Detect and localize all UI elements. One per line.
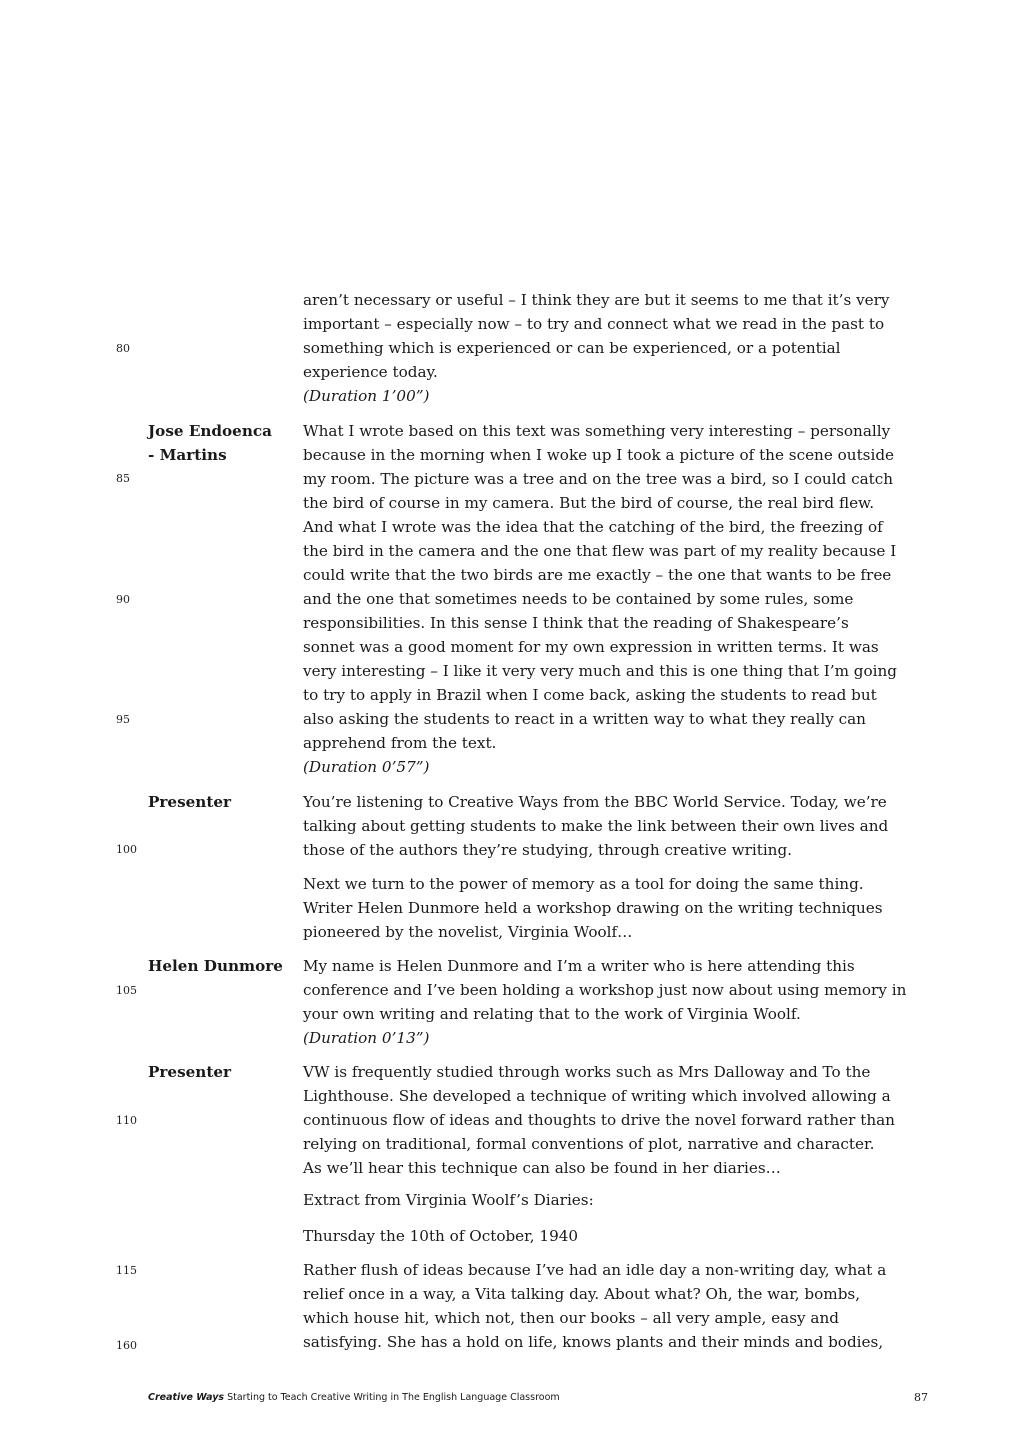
speaker-name: Presenter	[148, 1063, 232, 1081]
text-line: very interesting – I like it very very much and this is one thing that I’m going	[303, 662, 898, 680]
text-line: something which is experienced or can be experienced, or a potential	[303, 339, 841, 357]
text-line: to try to apply in Brazil when I come back, asking the students to read but	[303, 686, 877, 704]
text-line: Lighthouse. She developed a technique of writing which involved allowing a	[303, 1087, 891, 1105]
text-line: experience today.	[303, 363, 438, 381]
text-line: What I wrote based on this text was something very interesting – personally	[303, 422, 891, 440]
line-number: 105	[116, 984, 137, 997]
text-line: responsibilities. In this sense I think that the reading of Shakespeare’s	[303, 614, 849, 632]
extract-title: Extract from Virginia Woolf’s Diaries:	[303, 1191, 594, 1209]
text-line: talking about getting students to make the link between their own lives and	[303, 817, 889, 835]
text-line: those of the authors they’re studying, through creative writing.	[303, 841, 793, 859]
text-line: Writer Helen Dunmore held a workshop drawing on the writing techniques	[303, 899, 883, 917]
extract-paragraph	[303, 1258, 943, 1354]
line-number: 110	[116, 1114, 137, 1127]
text-line: pioneered by the novelist, Virginia Woolf…	[303, 923, 633, 941]
text-line: And what I wrote was the idea that the catching of the bird, the freezing of	[303, 518, 883, 536]
text-line: sonnet was a good moment for my own expression in written terms. It was	[303, 638, 879, 656]
footer-brand: Creative Ways	[148, 1392, 225, 1403]
line-number: 85	[116, 472, 130, 485]
duration-note: (Duration 1’00”)	[303, 387, 430, 405]
page-number: 87	[914, 1391, 928, 1404]
speaker-name: Presenter	[148, 793, 232, 811]
transcript-paragraph	[303, 288, 943, 408]
line-number: 115	[116, 1264, 137, 1277]
footer-title	[148, 1392, 560, 1403]
text-line: relying on traditional, formal conventions of plot, narrative and character.	[303, 1135, 875, 1153]
text-line: You’re listening to Creative Ways from the BBC World Service. Today, we’re	[303, 793, 887, 811]
speaker-name: Helen Dunmore	[148, 957, 283, 975]
transcript-paragraph	[303, 954, 943, 1050]
text-line: my room. The picture was a tree and on the tree was a bird, so I could catch	[303, 470, 894, 488]
extract-date: Thursday the 10th of October, 1940	[303, 1227, 579, 1245]
text-line: could write that the two birds are me exactly – the one that wants to be free	[303, 566, 892, 584]
line-number: 95	[116, 713, 130, 726]
duration-note: (Duration 0’57”)	[303, 758, 430, 776]
line-number: 160	[116, 1339, 137, 1352]
line-number: 90	[116, 593, 130, 606]
transcript-paragraph	[303, 872, 943, 944]
text-line: also asking the students to react in a written way to what they really can	[303, 710, 866, 728]
text-line: Rather flush of ideas because I’ve had an idle day a non-writing day, what a	[303, 1261, 887, 1279]
text-line: the bird of course in my camera. But the bird of course, the real bird flew.	[303, 494, 875, 512]
text-line: your own writing and relating that to the work of Virginia Woolf.	[303, 1005, 801, 1023]
text-line: continuous flow of ideas and thoughts to drive the novel forward rather than	[303, 1111, 895, 1129]
text-line: satisfying. She has a hold on life, knows plants and their minds and bodies,	[303, 1333, 884, 1351]
speaker-name-line: Jose Endoenca	[148, 422, 272, 440]
text-line: conference and I’ve been holding a workshop just now about using memory in	[303, 981, 907, 999]
speaker-name	[148, 419, 298, 467]
line-number: 100	[116, 843, 137, 856]
text-line: Next we turn to the power of memory as a tool for doing the same thing.	[303, 875, 864, 893]
speaker-name-line: - Martins	[148, 446, 227, 464]
text-line: because in the morning when I woke up I took a picture of the scene outside	[303, 446, 895, 464]
footer-subtitle: Starting to Teach Creative Writing in The English Language Classroom	[227, 1392, 560, 1403]
transcript-paragraph	[303, 790, 943, 862]
text-line: My name is Helen Dunmore and I’m a writer who is here attending this	[303, 957, 855, 975]
line-number: 80	[116, 342, 130, 355]
text-line: apprehend from the text.	[303, 734, 497, 752]
duration-note: (Duration 0’13”)	[303, 1029, 430, 1047]
text-line: and the one that sometimes needs to be contained by some rules, some	[303, 590, 854, 608]
text-line: relief once in a way, a Vita talking day. About what? Oh, the war, bombs,	[303, 1285, 861, 1303]
transcript-paragraph	[303, 419, 943, 779]
text-line: VW is frequently studied through works such as Mrs Dalloway and To the	[303, 1063, 871, 1081]
text-line: which house hit, which not, then our books – all very ample, easy and	[303, 1309, 839, 1327]
text-line: the bird in the camera and the one that flew was part of my reality because I	[303, 542, 897, 560]
text-line: As we’ll hear this technique can also be found in her diaries…	[303, 1159, 781, 1177]
text-line: important – especially now – to try and connect what we read in the past to	[303, 315, 885, 333]
text-line: aren’t necessary or useful – I think they are but it seems to me that it’s very	[303, 291, 890, 309]
transcript-paragraph	[303, 1060, 943, 1180]
